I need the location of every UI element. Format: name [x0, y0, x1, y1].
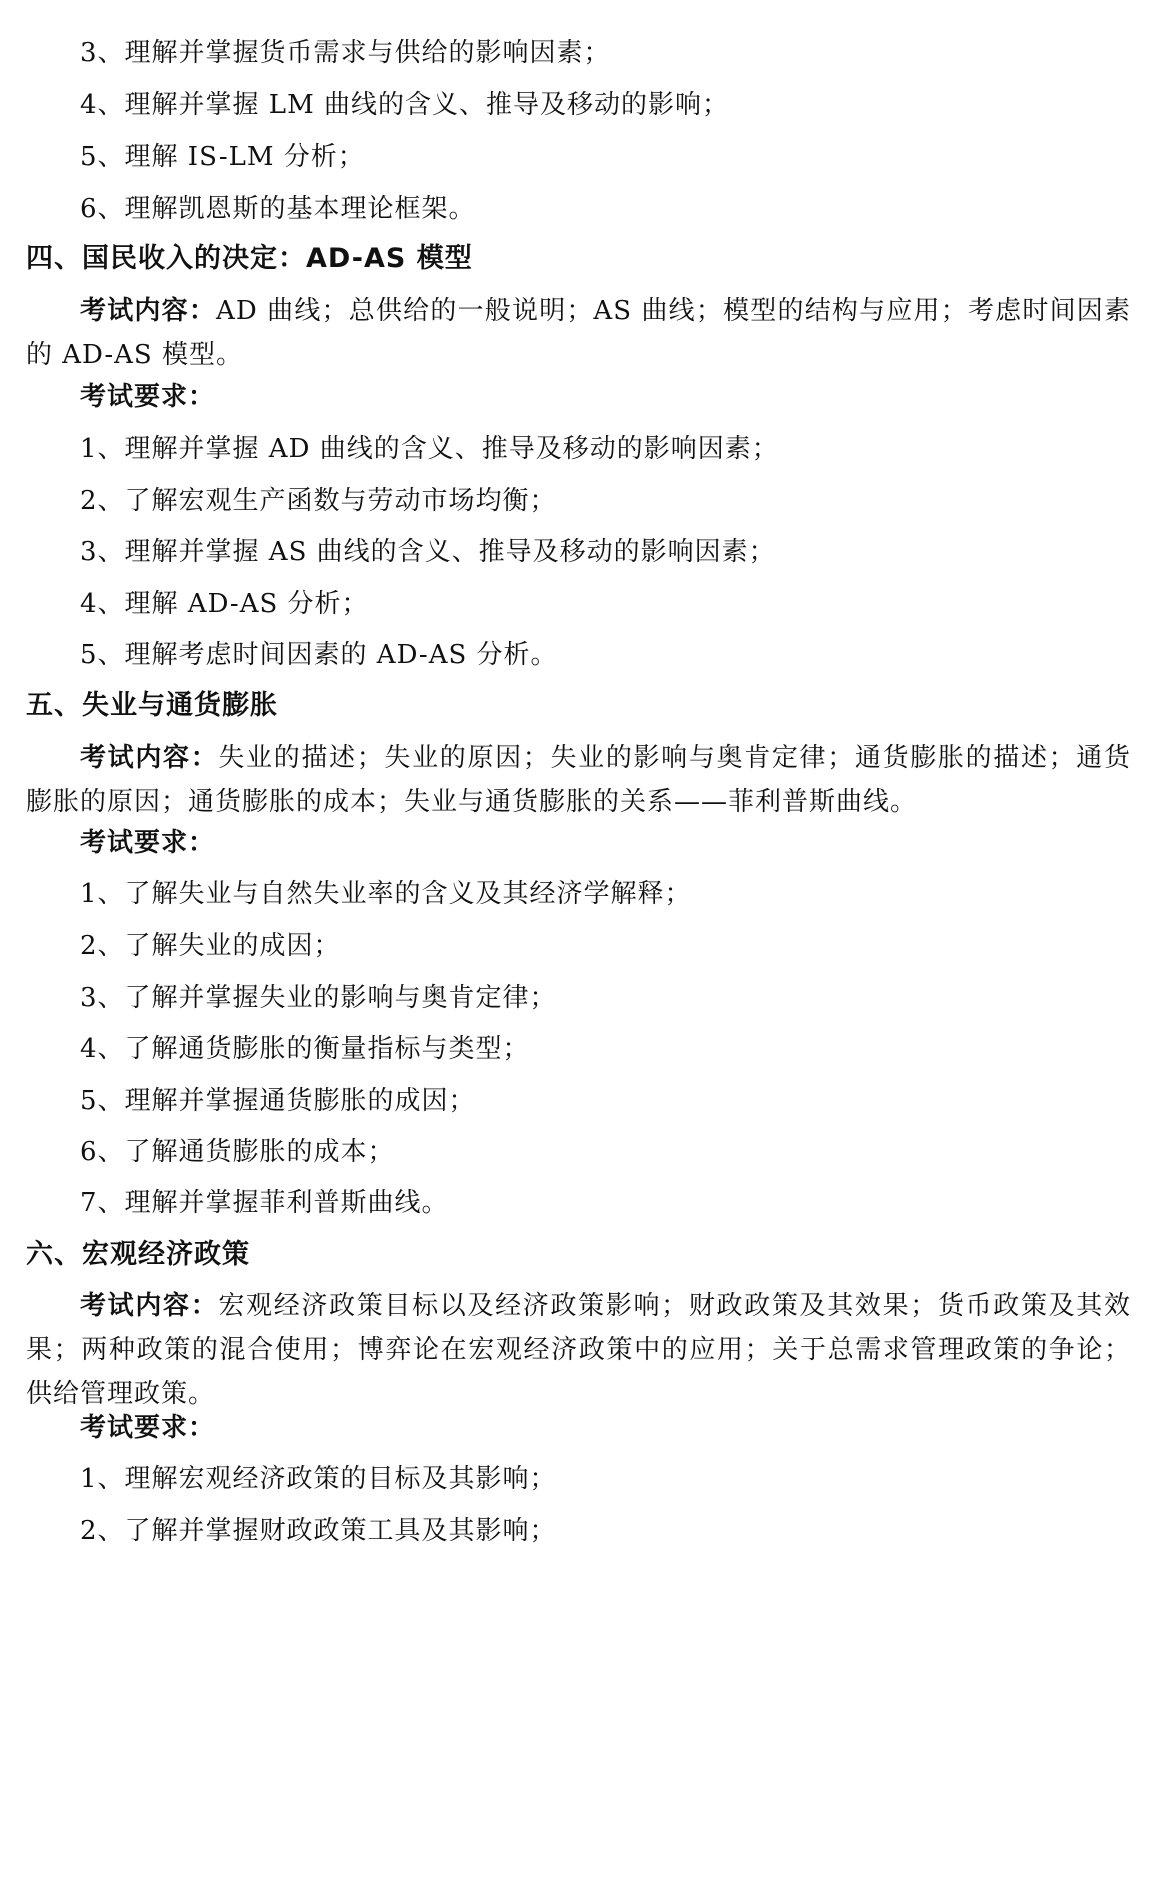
- list-item: 4、了解通货膨胀的衡量指标与类型；: [80, 1034, 530, 1064]
- list-item: 3、理解并掌握货币需求与供给的影响因素；: [80, 38, 611, 68]
- list-item: 3、理解并掌握 AS 曲线的含义、推导及移动的影响因素；: [80, 537, 776, 567]
- content-paragraph: [26, 289, 1131, 377]
- requirements-label: 考试要求：: [80, 828, 216, 858]
- list-item: 5、理解并掌握通货膨胀的成因；: [80, 1086, 476, 1116]
- content-label: 考试内容：: [80, 743, 219, 773]
- content-label: 考试内容：: [80, 1291, 219, 1321]
- list-item: 5、理解考虑时间因素的 AD-AS 分析。: [80, 640, 558, 670]
- list-item: 2、了解失业的成因；: [80, 931, 341, 961]
- list-item: 2、了解并掌握财政政策工具及其影响；: [80, 1516, 557, 1546]
- list-item: 1、理解宏观经济政策的目标及其影响；: [80, 1464, 557, 1494]
- list-item: 3、了解并掌握失业的影响与奥肯定律；: [80, 983, 557, 1013]
- content-paragraph: [26, 1284, 1131, 1416]
- requirements-label: 考试要求：: [80, 382, 216, 412]
- list-item: 1、了解失业与自然失业率的含义及其经济学解释；: [80, 879, 692, 909]
- content-text: AD 曲线；总供给的一般说明；AS 曲线；模型的结构与应用；考虑时间因素的 AD-AS 模型。: [26, 296, 1131, 370]
- list-item: 6、理解凯恩斯的基本理论框架。: [80, 194, 476, 224]
- list-item: 4、理解并掌握 LM 曲线的含义、推导及移动的影响；: [80, 90, 729, 120]
- content-paragraph: [26, 736, 1131, 824]
- list-item: 1、理解并掌握 AD 曲线的含义、推导及移动的影响因素；: [80, 434, 779, 464]
- section-heading: 六、宏观经济政策: [26, 1239, 250, 1270]
- content-label: 考试内容：: [80, 296, 217, 326]
- list-item: 4、理解 AD-AS 分析；: [80, 589, 369, 619]
- section-heading: 五、失业与通货膨胀: [26, 690, 278, 721]
- requirements-label: 考试要求：: [80, 1413, 216, 1443]
- list-item: 5、理解 IS-LM 分析；: [80, 142, 365, 172]
- list-item: 7、理解并掌握菲利普斯曲线。: [80, 1188, 449, 1218]
- content-text: 宏观经济政策目标以及经济政策影响；财政政策及其效果；货币政策及其效果；两种政策的混合使用；博弈论在宏观经济政策中的应用；关于总需求管理政策的争论；供给管理政策。: [26, 1291, 1131, 1409]
- list-item: 6、了解通货膨胀的成本；: [80, 1137, 395, 1167]
- section-heading: 四、国民收入的决定：AD-AS 模型: [26, 243, 473, 274]
- content-text: 失业的描述；失业的原因；失业的影响与奥肯定律；通货膨胀的描述；通货膨胀的原因；通货膨胀的成本；失业与通货膨胀的关系——菲利普斯曲线。: [26, 743, 1131, 817]
- list-item: 2、了解宏观生产函数与劳动市场均衡；: [80, 486, 557, 516]
